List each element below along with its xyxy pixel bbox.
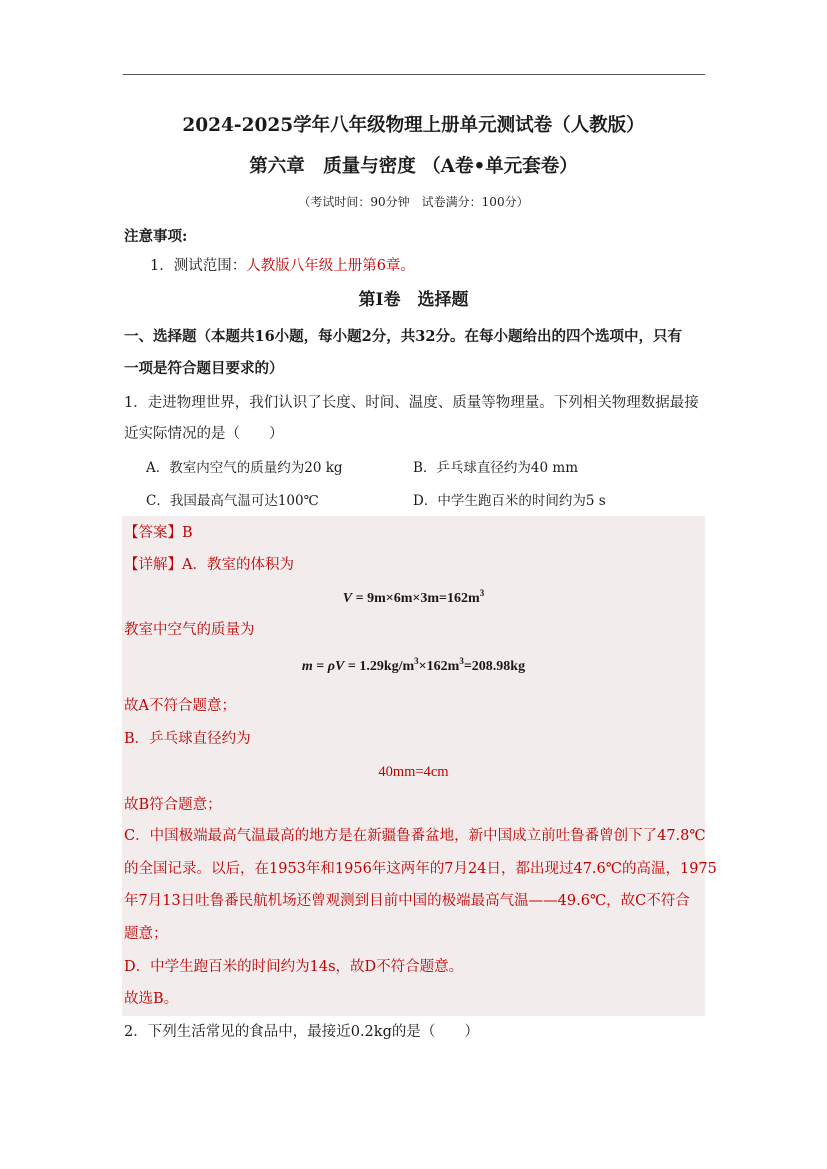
- q1-stem-2: 近实际情况的是（ ）: [124, 426, 284, 442]
- section-instructions-1: 一、选择题（本题共16小题，每小题2分，共32分。在每小题给出的四个选项中，只有: [124, 328, 682, 345]
- final-answer: 故选B。: [124, 991, 179, 1007]
- exam-meta: （考试时间：90分钟 试卷满分：100分）: [298, 195, 529, 209]
- b-formula: 40mm=4cm: [378, 764, 449, 780]
- c-line-3: 年7月13日吐鲁番民航机场还曾观测到目前中国的极端最高气温——49.6℃，故C不符合: [124, 893, 690, 909]
- q1-option-b: B．乒乓球直径约为40 mm: [413, 460, 578, 476]
- exam-title: 2024-2025学年八年级物理上册单元测试卷（人教版）: [182, 115, 645, 136]
- a-conclusion: 故A不符合题意；: [124, 698, 236, 714]
- c-line-2: 的全国记录。以后，在1953年和1956年这两年的7月24日，都出现过47.6℃的高温，1975: [124, 861, 717, 877]
- notes-heading: 注意事项:: [124, 228, 188, 245]
- formula-volume: $V = 9m\times 6m\times 3m=162m^3$: [342, 588, 485, 606]
- formula-mass: $m = \rho V = 1.29kg/m^3\times 162m^3=208.98kg$: [301, 656, 526, 674]
- q1-option-a: A．教室内空气的质量约为20 kg: [146, 460, 343, 476]
- c-line-4: 题意；: [124, 926, 168, 942]
- q1-stem-1: 1．走进物理世界，我们认识了长度、时间、温度、质量等物理量。下列相关物理数据最接: [124, 395, 699, 411]
- b-conclusion: 故B符合题意；: [124, 797, 222, 813]
- answer-tag: 【答案】: [124, 525, 182, 541]
- q2-stem: 2．下列生活常见的食品中，最接近0.2kg的是（ ）: [124, 1024, 479, 1040]
- section-title: 第Ⅰ卷 选择题: [358, 290, 469, 310]
- b-intro: B．乒乓球直径约为: [124, 731, 251, 747]
- d-line: D．中学生跑百米的时间约为14s，故D不符合题意。: [124, 959, 464, 975]
- detail-tag: 【详解】: [124, 557, 182, 573]
- header-rule: [123, 74, 705, 75]
- c-line-1: C．中国极端最高气温最高的地方是在新疆鲁番盆地，新中国成立前吐鲁番曾创下了47.8℃: [124, 828, 706, 844]
- exam-subtitle: 第六章 质量与密度 （A卷•单元套卷）: [249, 156, 578, 177]
- notes-item: [150, 256, 415, 276]
- notes-item-prefix: 1．测试范围：: [150, 258, 247, 274]
- detail-a-intro: A．教室的体积为: [182, 557, 294, 573]
- detail-line: [124, 555, 294, 575]
- section-instructions-2: 一项是符合题目要求的）: [124, 360, 284, 377]
- answer-line: [124, 523, 193, 543]
- notes-item-value: 人教版八年级上册第6章。: [246, 258, 415, 274]
- air-mass-intro: 教室中空气的质量为: [124, 622, 255, 638]
- answer-value: B: [182, 525, 193, 541]
- q1-option-d: D．中学生跑百米的时间约为5 s: [413, 493, 606, 509]
- q1-option-c: C．我国最高气温可达100℃: [146, 493, 319, 509]
